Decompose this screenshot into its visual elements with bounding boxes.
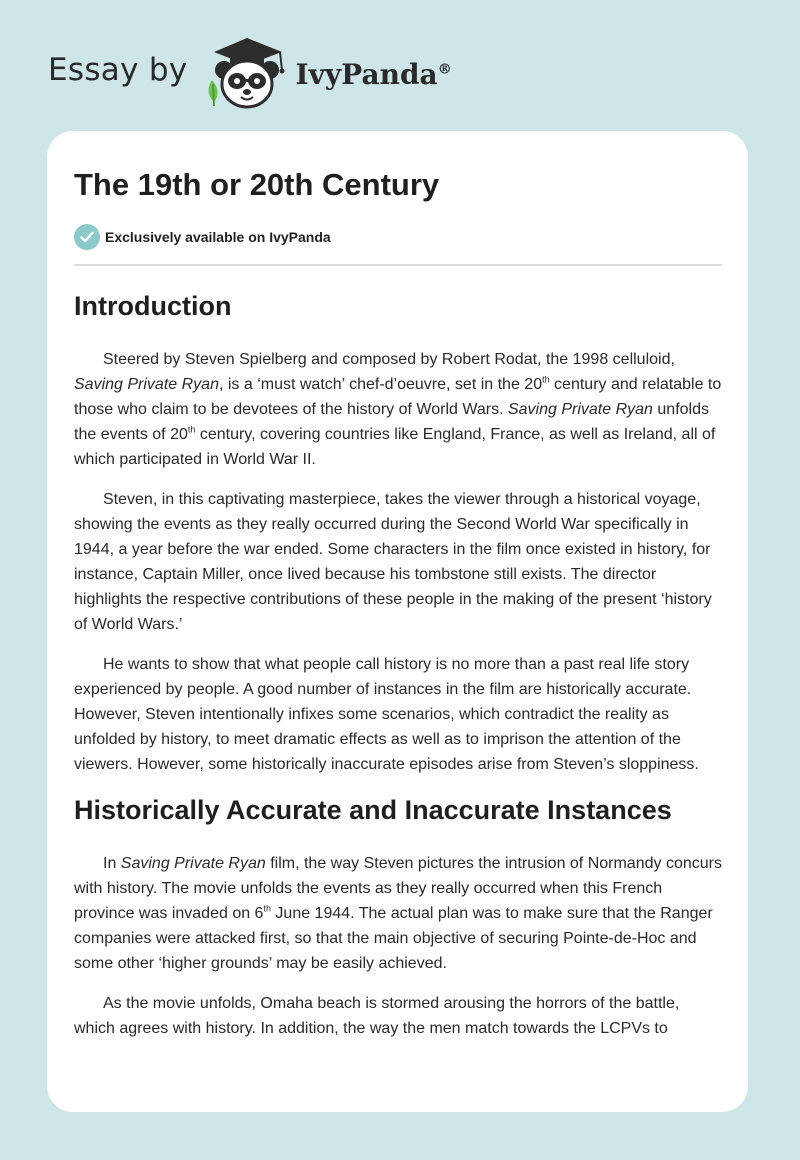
film-title: Saving Private Ryan	[120, 855, 266, 872]
registered-mark: ®	[437, 61, 452, 78]
film-title: Saving Private Ryan	[507, 401, 653, 418]
divider	[74, 264, 722, 266]
check-icon	[74, 224, 100, 250]
paragraph: Steered by Steven Spielberg and composed by Robert Rodat, the 1998 celluloid, Saving Private Ryan, is a ‘must watch’ chef-d’oeuvre, set in the 20th century and relatable to those who claim to be devotees of the history of World Wars. Saving Private Ryan unfolds the events of 20th century, covering countries like England, France, as well as Ireland, all of which participated in World War II.	[74, 351, 722, 468]
paragraph: Steven, in this captivating masterpiece, takes the viewer through a historical voyage, showing the events as they really occurred during the Second World War specifically in 1944, a year before the war ended. Some characters in the film once existed in history, for instance, Captain Miller, once lived because his tombstone still exists. The director highlights the respective contributions of these people in the making of the present ‘history of World Wars.’	[74, 491, 712, 633]
section-heading-historically-accurate: Historically Accurate and Inaccurate Instances	[74, 795, 672, 825]
paragraph: He wants to show that what people call history is no more than a past real life story experienced by people. A good number of instances in the film are historically accurate. However, Steven intentionally infixes some scenarios, which contradict the reality as unfolded by history, to meet dramatic effects as well as to imprison the attention of the viewers. However, some historically inaccurate episodes arise from Steven’s sloppiness.	[74, 656, 699, 773]
exclusive-badge	[74, 224, 722, 250]
site-header	[48, 36, 452, 110]
film-title: Saving Private Ryan	[74, 376, 219, 393]
brand-name[interactable]: IvyPanda®	[295, 57, 452, 91]
section-heading-introduction: Introduction	[74, 291, 232, 321]
panda-logo-icon[interactable]	[202, 36, 292, 110]
paragraph: In Saving Private Ryan film, the way Steven pictures the intrusion of Normandy concurs with history. The movie unfolds the events as they really occurred when this French province was invaded on 6th June 1944. The actual plan was to make sure that the Ranger companies were attacked first, so that the main objective of securing Pointe-de-Hoc and some other ‘higher grounds’ may be easily achieved.	[74, 855, 722, 972]
essay-card	[47, 131, 748, 1112]
exclusive-label: Exclusively available on IvyPanda	[105, 229, 331, 245]
paragraph: As the movie unfolds, Omaha beach is stormed arousing the horrors of the battle, which agrees with history. In addition, the way the men match towards the LCPVs to	[74, 995, 680, 1037]
essay-by-label: Essay by	[48, 52, 188, 88]
essay-title: The 19th or 20th Century	[74, 167, 440, 202]
